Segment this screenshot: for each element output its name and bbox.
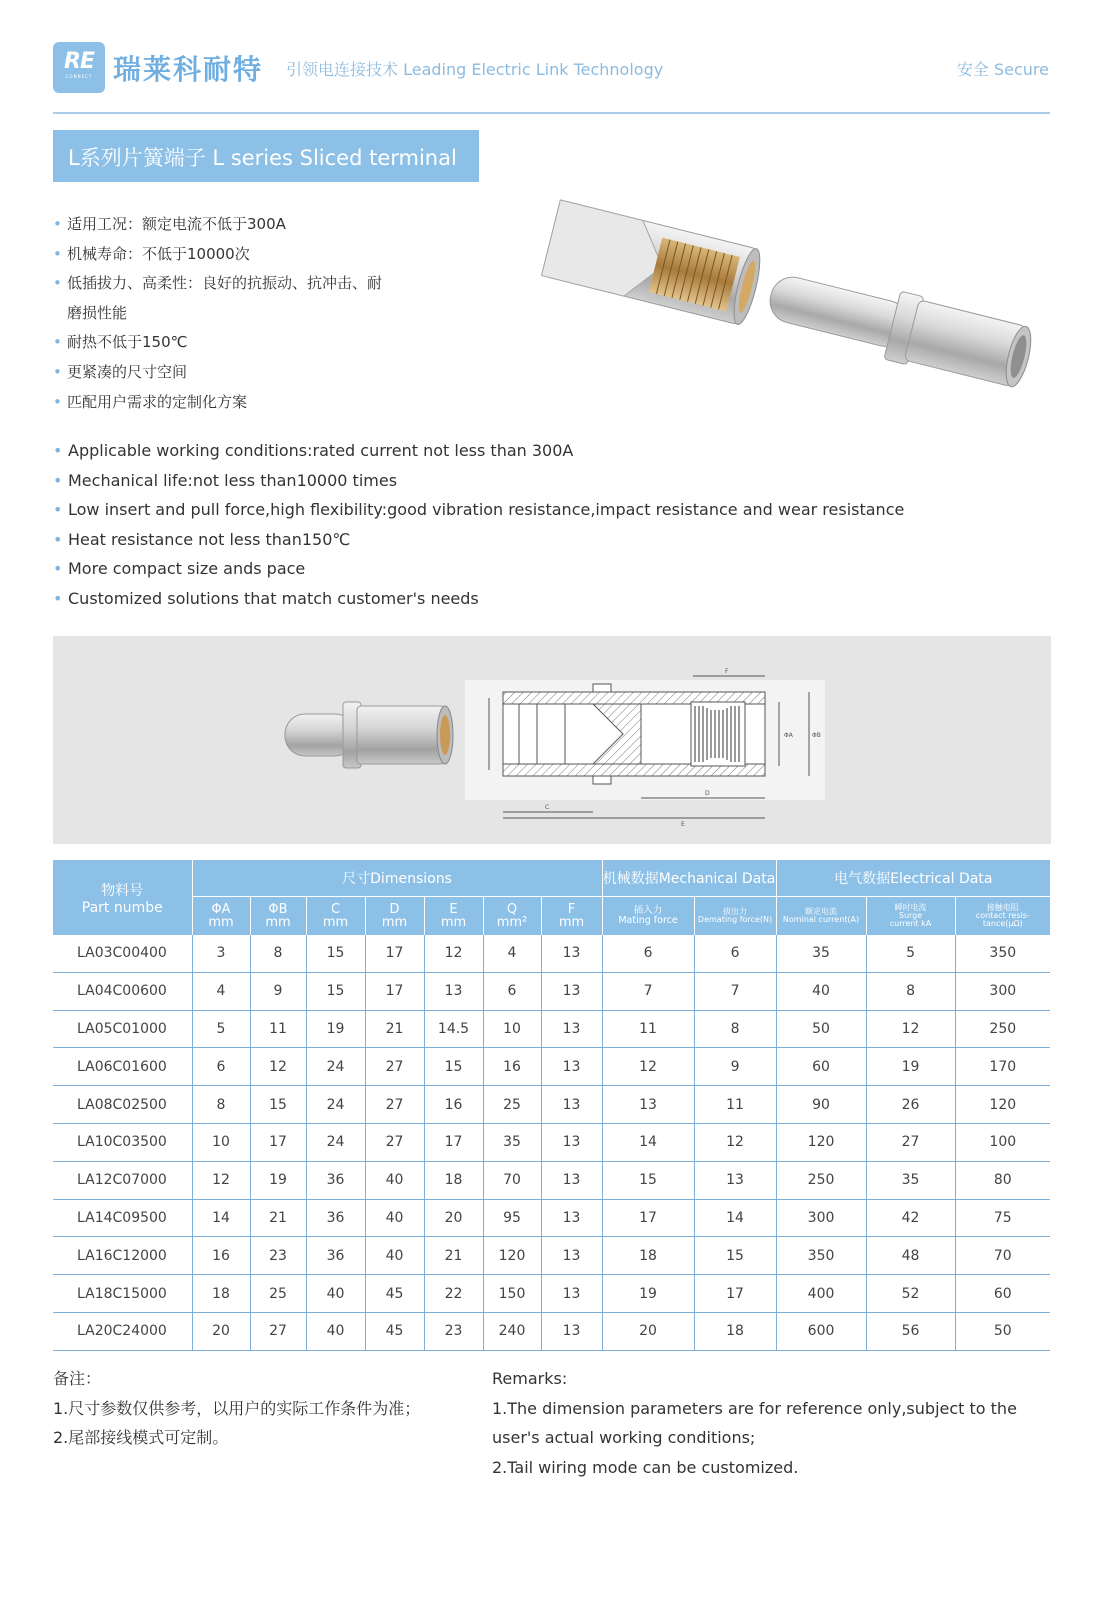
col-header: F mm (541, 897, 602, 936)
table-cell: 21 (250, 1199, 306, 1237)
table-cell: 60 (776, 1048, 866, 1086)
feature-cn-item: • 机械寿命：不低于10000次 (53, 244, 250, 263)
table-cell: 15 (250, 1086, 306, 1124)
table-cell: 13 (541, 1312, 602, 1350)
table-row (53, 1199, 1050, 1237)
table-cell: 17 (424, 1123, 483, 1161)
table-cell: 70 (955, 1237, 1050, 1275)
table-cell: 350 (776, 1237, 866, 1275)
table-cell: 17 (365, 972, 424, 1010)
table-row (53, 1237, 1050, 1275)
feature-cn-item: • 耐热不低于150℃ (53, 333, 188, 352)
table-cell: 20 (192, 1312, 250, 1350)
dim-d-label: D (705, 790, 710, 797)
col-header: D mm (365, 897, 424, 936)
table-cell: 13 (541, 1086, 602, 1124)
table-cell: 17 (250, 1123, 306, 1161)
table-cell: 35 (776, 935, 866, 972)
table-cell: 250 (955, 1010, 1050, 1048)
table-cell: 24 (306, 1123, 365, 1161)
feature-cn-item: • 匹配用户需求的定制化方案 (53, 392, 248, 411)
table-cell: 27 (250, 1312, 306, 1350)
table-cell: 13 (694, 1161, 776, 1199)
remarks-cn-item: 2.尾部接线模式可定制。 (53, 1428, 229, 1448)
table-cell: 40 (306, 1312, 365, 1350)
table-cell: 12 (602, 1048, 694, 1086)
col-header: 瞬时电流 Surge current kA (866, 897, 955, 936)
table-cell: 21 (365, 1010, 424, 1048)
brand-name: 瑞莱科耐特 (113, 53, 264, 86)
feature-en-item: • Customized solutions that match customer's needs (53, 588, 479, 608)
table-cell: 90 (776, 1086, 866, 1124)
table-cell: 5 (866, 935, 955, 972)
table-cell: 6 (192, 1048, 250, 1086)
table-cell: 80 (955, 1161, 1050, 1199)
table-cell: 48 (866, 1237, 955, 1275)
pin-render (285, 702, 453, 768)
remarks-en (492, 1364, 1032, 1482)
table-cell: 13 (541, 972, 602, 1010)
spec-table (53, 860, 1050, 1351)
electrical-group-header: 电气数据Electrical Data (776, 860, 1050, 897)
table-cell: 300 (776, 1199, 866, 1237)
table-cell: 8 (694, 1010, 776, 1048)
table-cell: 15 (306, 972, 365, 1010)
table-cell: 15 (602, 1161, 694, 1199)
table-cell: 20 (424, 1199, 483, 1237)
table-cell: 12 (694, 1123, 776, 1161)
table-cell: 300 (955, 972, 1050, 1010)
table-row (53, 972, 1050, 1010)
table-cell: 9 (694, 1048, 776, 1086)
brand-logo (53, 42, 105, 93)
part-number-cell: LA08C02500 (53, 1086, 192, 1124)
table-cell: 120 (483, 1237, 541, 1275)
table-cell: 6 (694, 935, 776, 972)
table-cell: 24 (306, 1086, 365, 1124)
table-row (53, 935, 1050, 972)
slogan: 引领电连接技术 Leading Electric Link Technology (286, 60, 664, 79)
table-cell: 36 (306, 1199, 365, 1237)
table-cell: 13 (541, 1010, 602, 1048)
cross-section (465, 676, 825, 818)
dim-f-label: F (725, 668, 729, 675)
features-cn-list (53, 210, 433, 417)
col-header: Q mm² (483, 897, 541, 936)
table-cell: 9 (250, 972, 306, 1010)
feature-cn-item: • 更紧凑的尺寸空间 (53, 362, 188, 381)
spec-table-body (53, 935, 1050, 1350)
table-cell: 26 (866, 1086, 955, 1124)
dimensions-group-header: 尺寸Dimensions (192, 860, 602, 897)
table-cell: 240 (483, 1312, 541, 1350)
header-divider (53, 112, 1050, 114)
table-cell: 95 (483, 1199, 541, 1237)
remarks-en-line: 2.Tail wiring mode can be customized. (492, 1457, 799, 1477)
table-cell: 12 (866, 1010, 955, 1048)
col-header: ΦB mm (250, 897, 306, 936)
part-number-cell: LA18C15000 (53, 1275, 192, 1313)
table-cell: 8 (192, 1086, 250, 1124)
table-cell: 27 (365, 1123, 424, 1161)
feature-en-item: • Mechanical life:not less than10000 times (53, 470, 398, 490)
feature-en-item: • More compact size ands pace (53, 559, 306, 579)
table-cell: 16 (192, 1237, 250, 1275)
table-cell: 8 (250, 935, 306, 972)
col-header: C mm (306, 897, 365, 936)
table-cell: 40 (306, 1275, 365, 1313)
table-cell: 4 (483, 935, 541, 972)
table-row (53, 1275, 1050, 1313)
table-cell: 14 (602, 1123, 694, 1161)
section-title-bar (53, 130, 479, 182)
table-cell: 8 (866, 972, 955, 1010)
table-cell: 22 (424, 1275, 483, 1313)
table-cell: 19 (866, 1048, 955, 1086)
table-cell: 10 (192, 1123, 250, 1161)
table-cell: 27 (365, 1086, 424, 1124)
table-row (53, 1010, 1050, 1048)
feature-cn-item: • 适用工况：额定电流不低于300A (53, 215, 286, 233)
table-cell: 14.5 (424, 1010, 483, 1048)
col-header: ΦA mm (192, 897, 250, 936)
table-cell: 24 (306, 1048, 365, 1086)
table-cell: 18 (424, 1161, 483, 1199)
part-number-cell: LA10C03500 (53, 1123, 192, 1161)
part-number-header: 物料号 Part numbe (53, 860, 192, 935)
col-header: 拔出力 Demating force(N) (694, 897, 776, 936)
col-header: 接触电阻 contact resis- tance(μΩ) (955, 897, 1050, 936)
col-header: E mm (424, 897, 483, 936)
table-cell: 23 (424, 1312, 483, 1350)
remarks-en-title: Remarks: (492, 1369, 568, 1388)
table-cell: 23 (250, 1237, 306, 1275)
part-number-cell: LA06C01600 (53, 1048, 192, 1086)
feature-en-item: • Applicable working conditions:rated current not less than 300A (53, 441, 574, 460)
secure-tag: 安全 Secure (956, 60, 1049, 79)
table-cell: 16 (483, 1048, 541, 1086)
drawing-panel (53, 636, 1051, 844)
table-cell: 21 (424, 1237, 483, 1275)
table-cell: 20 (602, 1312, 694, 1350)
table-cell: 40 (365, 1237, 424, 1275)
part-number-cell: LA12C07000 (53, 1161, 192, 1199)
table-cell: 52 (866, 1275, 955, 1313)
table-row (53, 1312, 1050, 1350)
table-row (53, 1161, 1050, 1199)
table-row (53, 1086, 1050, 1124)
table-cell: 15 (306, 935, 365, 972)
dim-c-label: C (545, 804, 550, 811)
remarks-cn-title: 备注： (53, 1369, 102, 1388)
table-cell: 40 (365, 1161, 424, 1199)
table-cell: 14 (192, 1199, 250, 1237)
table-cell: 11 (694, 1086, 776, 1124)
table-cell: 42 (866, 1199, 955, 1237)
table-cell: 11 (602, 1010, 694, 1048)
table-cell: 12 (192, 1161, 250, 1199)
part-number-cell: LA14C09500 (53, 1199, 192, 1237)
table-cell: 19 (602, 1275, 694, 1313)
part-number-cell: LA20C24000 (53, 1312, 192, 1350)
table-cell: 36 (306, 1161, 365, 1199)
table-cell: 13 (541, 935, 602, 972)
dim-phib-label: ΦB (812, 732, 821, 739)
col-header: 额定电流 Nominal current(A) (776, 897, 866, 936)
table-cell: 70 (483, 1161, 541, 1199)
remarks-en-line: 1.The dimension parameters are for reference only,subject to the (492, 1398, 1017, 1418)
table-cell: 40 (365, 1199, 424, 1237)
table-cell: 50 (955, 1312, 1050, 1350)
table-cell: 7 (602, 972, 694, 1010)
part-number-cell: LA03C00400 (53, 935, 192, 972)
table-cell: 5 (192, 1010, 250, 1048)
col-header: 插入力 Mating force (602, 897, 694, 936)
table-cell: 10 (483, 1010, 541, 1048)
remarks-cn-item: 1.尺寸参数仅供参考，以用户的实际工作条件为准； (53, 1398, 421, 1418)
table-cell: 150 (483, 1275, 541, 1313)
table-cell: 36 (306, 1237, 365, 1275)
part-number-cell: LA16C12000 (53, 1237, 192, 1275)
table-cell: 13 (541, 1161, 602, 1199)
remarks-en-line: user's actual working conditions; (492, 1428, 756, 1448)
logo-sub: CONNECT (65, 74, 93, 79)
dim-e-label: E (681, 821, 685, 828)
part-number-cell: LA04C00600 (53, 972, 192, 1010)
logo-mark: RE (64, 49, 94, 74)
table-cell: 35 (483, 1123, 541, 1161)
table-cell: 12 (250, 1048, 306, 1086)
table-cell: 120 (955, 1086, 1050, 1124)
table-cell: 250 (776, 1161, 866, 1199)
table-cell: 11 (250, 1010, 306, 1048)
table-cell: 27 (365, 1048, 424, 1086)
terminal-product-illustration (535, 195, 1045, 417)
table-cell: 18 (602, 1237, 694, 1275)
table-cell: 35 (866, 1161, 955, 1199)
table-cell: 100 (955, 1123, 1050, 1161)
table-cell: 7 (694, 972, 776, 1010)
table-cell: 600 (776, 1312, 866, 1350)
table-cell: 4 (192, 972, 250, 1010)
table-cell: 40 (776, 972, 866, 1010)
table-cell: 13 (541, 1275, 602, 1313)
table-cell: 19 (306, 1010, 365, 1048)
table-cell: 60 (955, 1275, 1050, 1313)
table-cell: 14 (694, 1199, 776, 1237)
table-cell: 13 (541, 1199, 602, 1237)
table-cell: 25 (483, 1086, 541, 1124)
table-cell: 19 (250, 1161, 306, 1199)
table-cell: 27 (866, 1123, 955, 1161)
table-cell: 16 (424, 1086, 483, 1124)
feature-en-item: • Heat resistance not less than150℃ (53, 529, 351, 549)
table-cell: 13 (541, 1123, 602, 1161)
remarks-cn (53, 1364, 420, 1453)
table-cell: 12 (424, 935, 483, 972)
table-row (53, 1123, 1050, 1161)
table-cell: 25 (250, 1275, 306, 1313)
section-title: L系列片簧端子 L series Sliced terminal (68, 146, 457, 170)
table-cell: 15 (424, 1048, 483, 1086)
table-cell: 15 (694, 1237, 776, 1275)
table-cell: 400 (776, 1275, 866, 1313)
table-cell: 17 (602, 1199, 694, 1237)
table-cell: 17 (694, 1275, 776, 1313)
table-row (53, 1048, 1050, 1086)
table-cell: 13 (602, 1086, 694, 1124)
dim-phia-label: ΦA (784, 732, 793, 739)
table-cell: 17 (365, 935, 424, 972)
table-cell: 6 (602, 935, 694, 972)
feature-cn-item-cont: 磨损性能 (67, 303, 128, 322)
table-cell: 45 (365, 1312, 424, 1350)
table-cell: 56 (866, 1312, 955, 1350)
features-en-list (53, 436, 1013, 614)
table-cell: 45 (365, 1275, 424, 1313)
table-cell: 75 (955, 1199, 1050, 1237)
table-cell: 170 (955, 1048, 1050, 1086)
feature-cn-item: • 低插拔力、高柔性：良好的抗振动、抗冲击、耐 (53, 274, 383, 293)
table-cell: 18 (694, 1312, 776, 1350)
table-cell: 18 (192, 1275, 250, 1313)
mechanical-group-header: 机械数据Mechanical Data (602, 860, 776, 897)
table-cell: 50 (776, 1010, 866, 1048)
table-cell: 6 (483, 972, 541, 1010)
table-cell: 13 (541, 1048, 602, 1086)
table-cell: 3 (192, 935, 250, 972)
table-cell: 120 (776, 1123, 866, 1161)
table-cell: 13 (541, 1237, 602, 1275)
feature-en-item: • Low insert and pull force,high flexibility:good vibration resistance,impact resistance and wear resistance (53, 500, 905, 520)
part-number-cell: LA05C01000 (53, 1010, 192, 1048)
table-cell: 13 (424, 972, 483, 1010)
table-cell: 350 (955, 935, 1050, 972)
technical-drawing (53, 636, 1051, 844)
